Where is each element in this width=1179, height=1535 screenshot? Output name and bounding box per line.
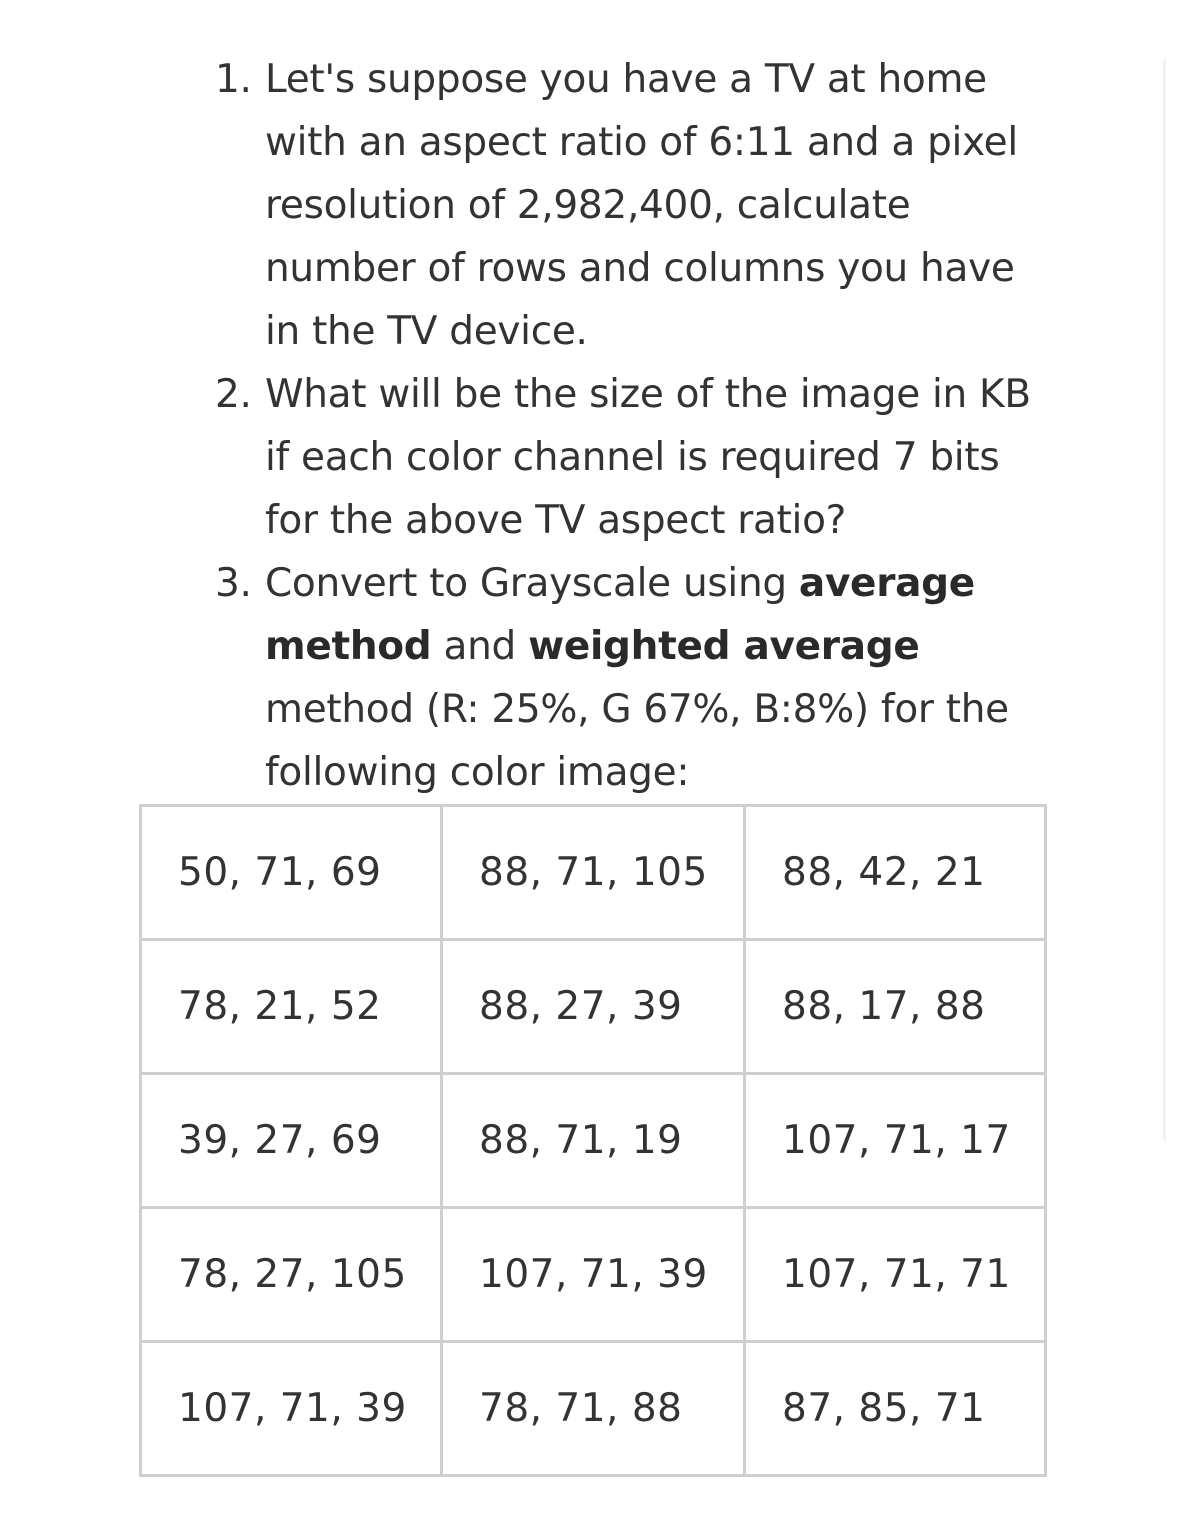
question-number: 3.: [215, 561, 252, 606]
question-text-part: and: [431, 624, 529, 669]
table-cell: 88, 71, 19: [442, 1074, 745, 1208]
table-cell: 78, 71, 88: [442, 1342, 745, 1476]
table-cell: 78, 21, 52: [141, 940, 442, 1074]
table-row: [141, 1074, 1046, 1208]
bold-term: average method: [265, 561, 975, 669]
table-row: [141, 1342, 1046, 1476]
question-number: 2.: [215, 372, 252, 417]
table-row: [141, 940, 1046, 1074]
table-cell: 88, 17, 88: [745, 940, 1046, 1074]
question-item: [0, 363, 1045, 552]
table-row: [141, 806, 1046, 940]
question-item: [0, 552, 1045, 804]
question-list: [0, 48, 1179, 804]
table-cell: 39, 27, 69: [141, 1074, 442, 1208]
question-text: [265, 372, 1031, 543]
table-cell: 50, 71, 69: [141, 806, 442, 940]
table-cell: 88, 27, 39: [442, 940, 745, 1074]
table-cell: 107, 71, 71: [745, 1208, 1046, 1342]
question-text-part: Let's suppose you have a TV at home with an aspect ratio of 6:11 and a pixel resolution of 2,982,400, calculate number of rows and columns you have in the TV device.: [265, 57, 1018, 354]
question-text-part: method (R: 25%, G 67%, B:8%) for the following color image:: [265, 687, 1009, 795]
table-cell: 88, 42, 21: [745, 806, 1046, 940]
table-cell: 78, 27, 105: [141, 1208, 442, 1342]
question-item: [0, 48, 1045, 363]
question-text-part: What will be the size of the image in KB if each color channel is required 7 bits for the above TV aspect ratio?: [265, 372, 1031, 543]
question-text: [265, 561, 1009, 795]
question-number: 1.: [215, 57, 252, 102]
pixel-table: [139, 804, 1047, 1477]
page-edge-divider: [1163, 60, 1166, 1140]
table-cell: 87, 85, 71: [745, 1342, 1046, 1476]
bold-term: weighted average: [528, 624, 920, 669]
question-text: [265, 57, 1018, 354]
table-cell: 107, 71, 39: [442, 1208, 745, 1342]
table-cell: 88, 71, 105: [442, 806, 745, 940]
table-cell: 107, 71, 39: [141, 1342, 442, 1476]
question-text-part: Convert to Grayscale using: [265, 561, 799, 606]
table-cell: 107, 71, 17: [745, 1074, 1046, 1208]
table-row: [141, 1208, 1046, 1342]
